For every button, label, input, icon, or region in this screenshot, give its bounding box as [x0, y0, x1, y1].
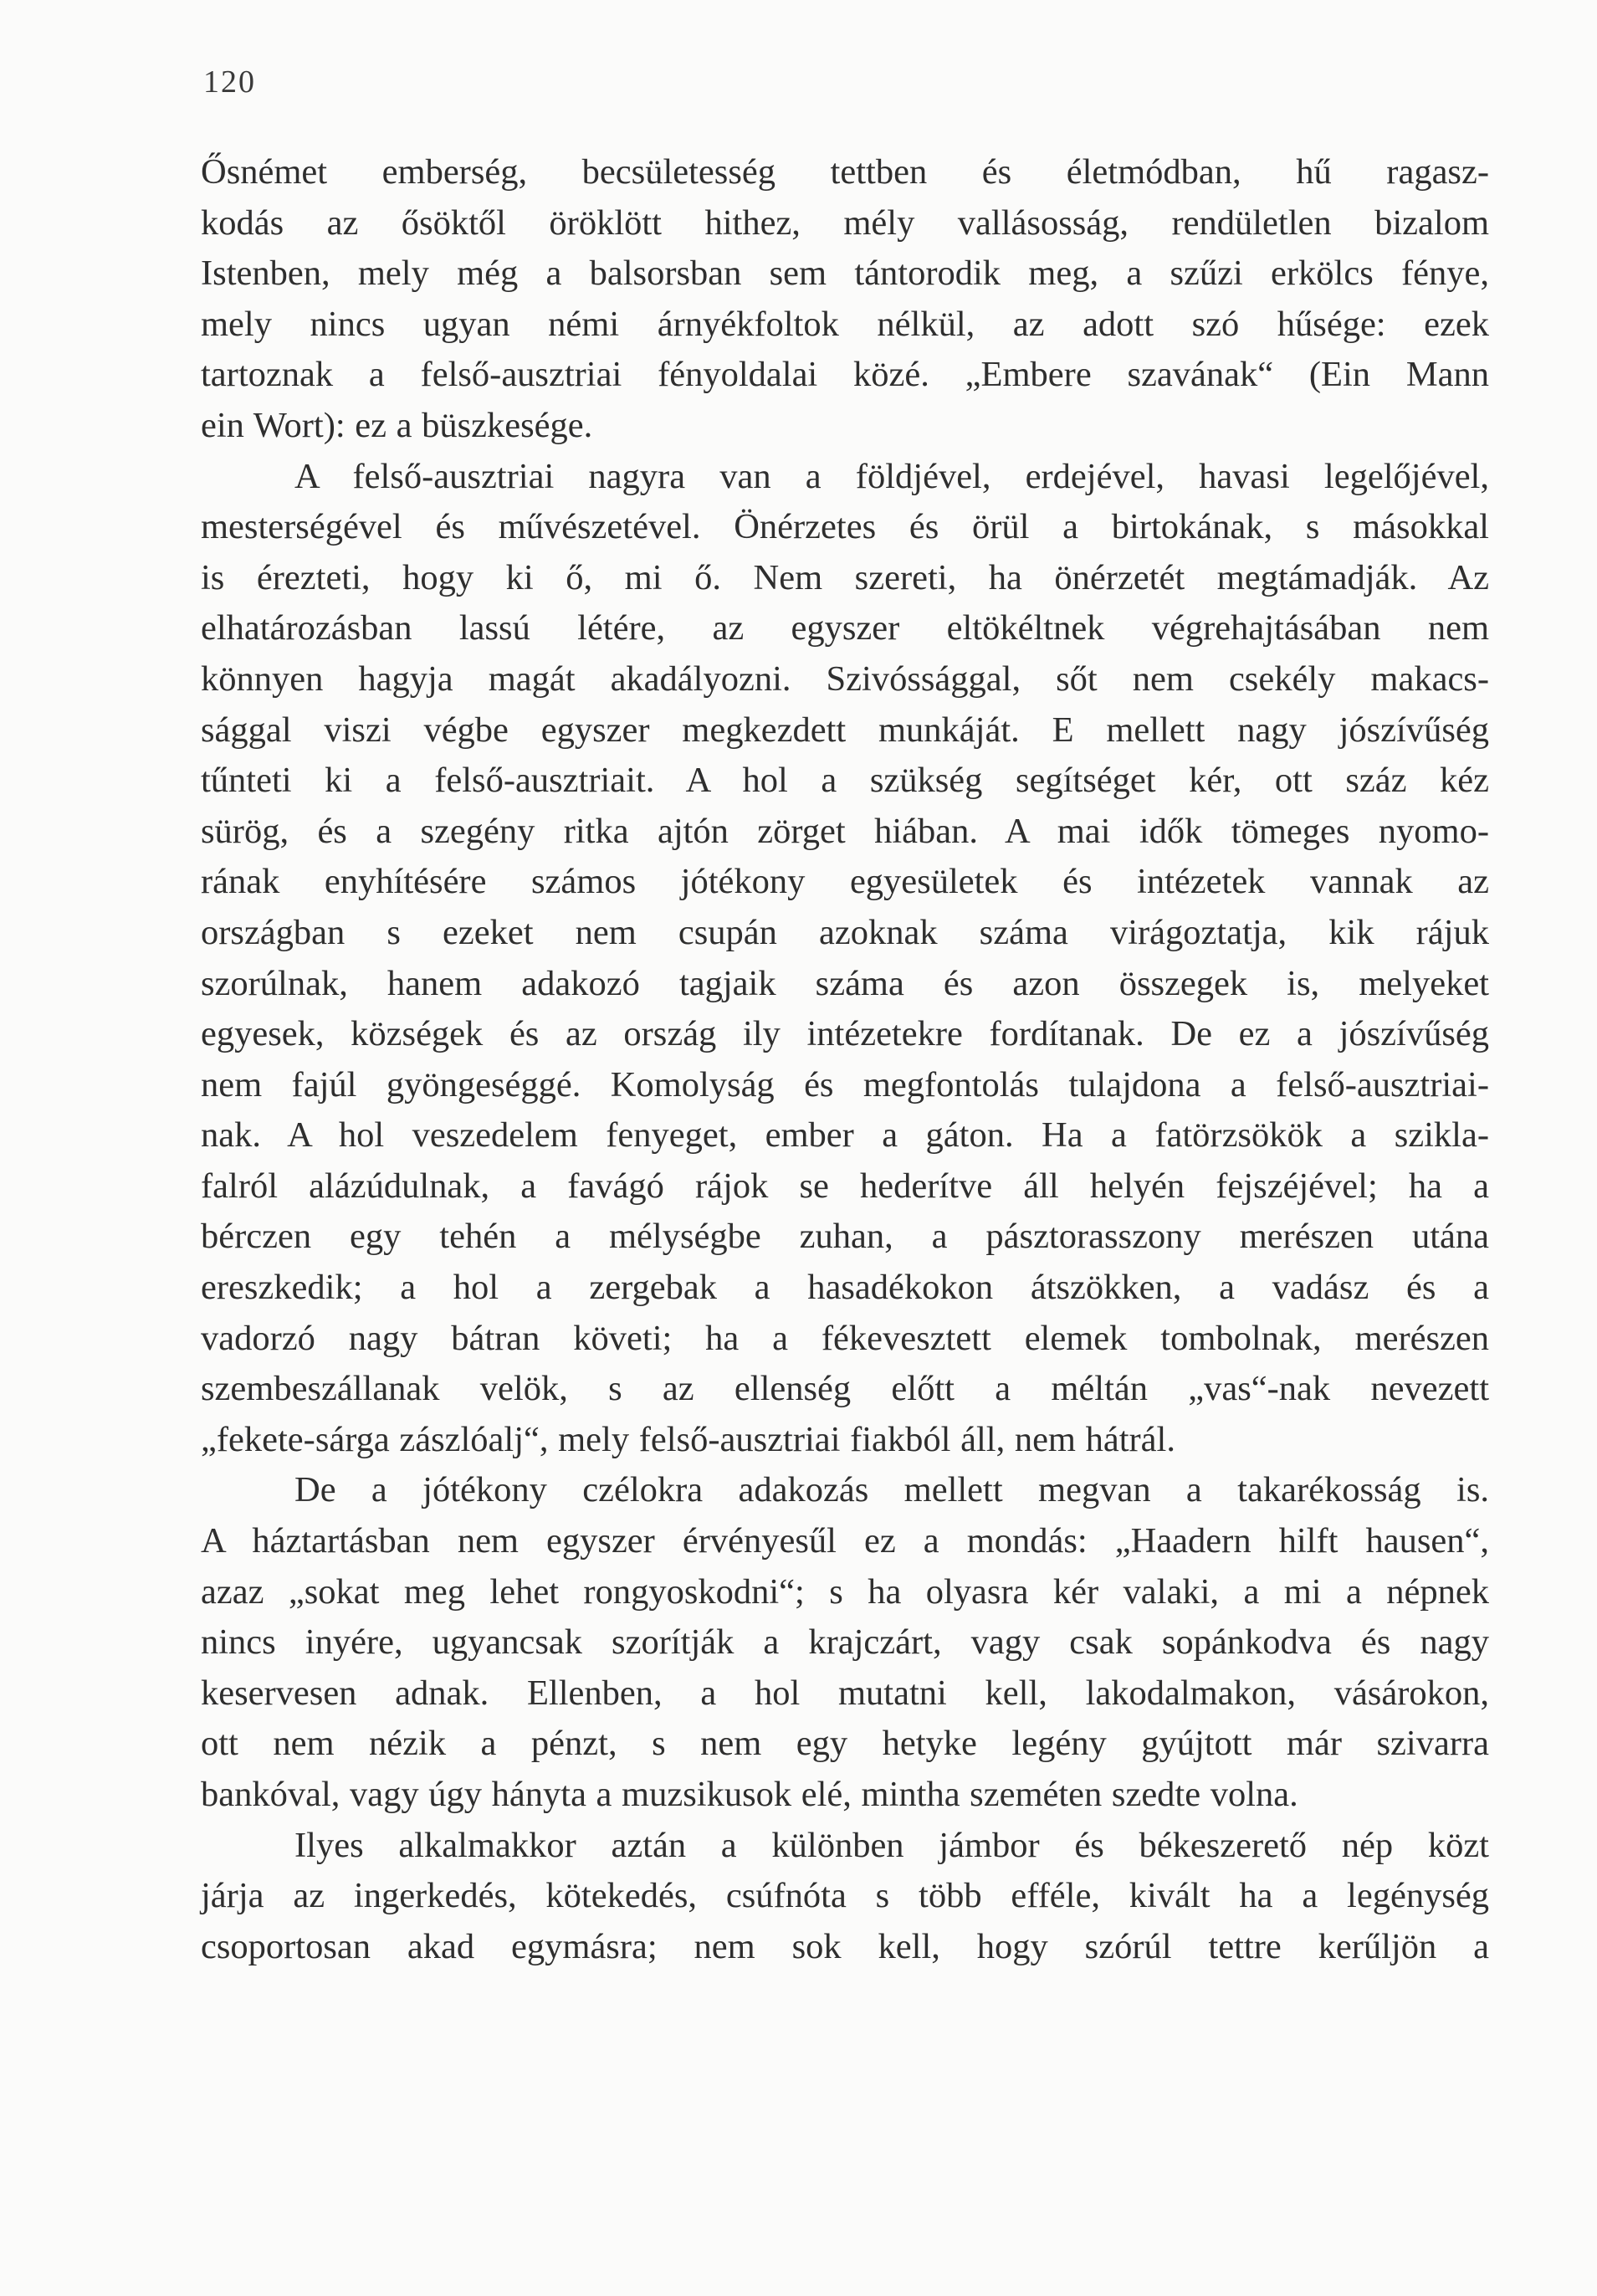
text-line: járja az ingerkedés, kötekedés, csúfnóta s több efféle, kivált ha a legénység — [201, 1876, 1489, 1916]
text-line: De a jótékony czélokra adakozás mellett megvan a takarékosság is. — [294, 1470, 1489, 1510]
text-line: vadorzó nagy bátran követi; ha a fékevesztett elemek tombolnak, merészen — [201, 1318, 1489, 1358]
text-line: mesterségével és művészetével. Önérzetes és örül a birtokának, s másokkal — [201, 507, 1489, 547]
text-line: bankóval, vagy úgy hányta a muzsikusok elé, mintha szeméten szedte volna. — [201, 1775, 1298, 1814]
text-line: is érezteti, hogy ki ő, mi ő. Nem szereti, ha önérzetét megtámadják. Az — [201, 557, 1489, 597]
text-line: szembeszállanak velök, s az ellenség előtt a méltán „vas“-nak nevezett — [201, 1369, 1489, 1409]
text-line: rának enyhítésére számos jótékony egyesületek és intézetek vannak az — [201, 862, 1489, 902]
text-line: országban s ezeket nem csupán azoknak száma virágoztatja, kik rájuk — [201, 912, 1489, 952]
text-line: kodás az ősöktől öröklött hithez, mély vallásosság, rendületlen bizalom — [201, 202, 1489, 243]
text-line: nem fajúl gyöngeséggé. Komolyság és megfontolás tulajdona a felső-ausztriai- — [201, 1064, 1489, 1104]
text-line: A felső-ausztriai nagyra van a földjével, erdejével, havasi legelőjével, — [294, 456, 1489, 496]
text-line: tartoznak a felső-ausztriai fényoldalai közé. „Embere szavának“ (Ein Mann — [201, 355, 1489, 395]
text-line: azaz „sokat meg lehet rongyoskodni“; s ha olyasra kér valaki, a mi a népnek — [201, 1571, 1489, 1612]
text-line: könnyen hagyja magát akadályozni. Szivóssággal, sőt nem csekély makacs- — [201, 659, 1489, 699]
body-text — [201, 147, 1489, 1972]
text-line: nak. A hol veszedelem fenyeget, ember a gáton. Ha a fatörzsökök a szikla- — [201, 1115, 1489, 1156]
text-line: „fekete-sárga zászlóalj“, mely felső-ausztriai fiakból áll, nem hátrál. — [201, 1419, 1175, 1459]
text-line: Istenben, mely még a balsorsban sem tántorodik meg, a szűzi erkölcs fénye, — [201, 254, 1489, 294]
text-line: egyesek, községek és az ország ily intézetekre fordítanak. De ez a jószívűség — [201, 1014, 1489, 1054]
text-line: ereszkedik; a hol a zergebak a hasadékokon átszökken, a vadász és a — [201, 1268, 1489, 1308]
text-line: bérczen egy tehén a mélységbe zuhan, a pásztorasszony merészen utána — [201, 1217, 1489, 1257]
text-line: Ilyes alkalmakkor aztán a különben jámbor és békeszerető nép közt — [294, 1825, 1489, 1865]
text-line: ott nem nézik a pénzt, s nem egy hetyke legény gyújtott már szivarra — [201, 1724, 1489, 1764]
text-line: sággal viszi végbe egyszer megkezdett munkáját. E mellett nagy jószívűség — [201, 710, 1489, 750]
text-line: nincs inyére, ugyancsak szorítják a krajczárt, vagy csak sopánkodva és nagy — [201, 1622, 1489, 1663]
text-line: tűnteti ki a felső-ausztriait. A hol a szükség segítséget kér, ott száz kéz — [201, 761, 1489, 801]
text-line: mely nincs ugyan némi árnyékfoltok nélkül, az adott szó hűsége: ezek — [201, 304, 1489, 344]
text-line: falról alázúdulnak, a favágó rájok se hederítve áll helyén fejszéjével; ha a — [201, 1166, 1489, 1206]
text-line: ein Wort): ez a büszkesége. — [201, 405, 593, 445]
text-line: keservesen adnak. Ellenben, a hol mutatni kell, lakodalmakon, vásárokon, — [201, 1673, 1489, 1713]
text-line: A háztartásban nem egyszer érvényesűl ez a mondás: „Haadern hilft hausen“, — [201, 1521, 1489, 1561]
text-line: sürög, és a szegény ritka ajtón zörget hiában. A mai idők tömeges nyomo- — [201, 811, 1489, 851]
text-line: csoportosan akad egymásra; nem sok kell, hogy szórúl tettre kerűljön a — [201, 1926, 1489, 1966]
text-line: szorúlnak, hanem adakozó tagjaik száma és azon összegek is, melyeket — [201, 963, 1489, 1003]
text-line: elhatározásban lassú létére, az egyszer eltökéltnek végrehajtásában nem — [201, 608, 1489, 648]
text-line: Ősnémet emberség, becsületesség tettben és életmódban, hű ragasz- — [201, 152, 1489, 192]
page-number: 120 — [203, 64, 256, 100]
